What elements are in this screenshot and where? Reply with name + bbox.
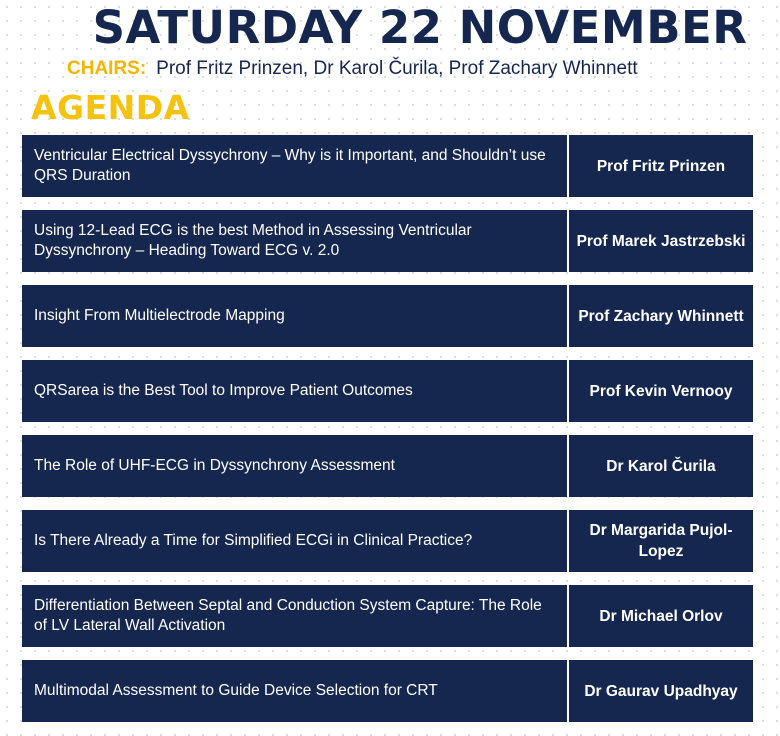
talk-title: The Role of UHF-ECG in Dyssynchrony Assessment [22,435,569,497]
agenda-row [22,585,753,647]
agenda-row [22,285,753,347]
speaker-name: Prof Zachary Whinnett [578,307,744,325]
talk-title: Differentiation Between Septal and Conduction System Capture: The Role of LV Lateral Wall Activation [22,585,569,647]
speaker-name: Dr Karol Čurila [606,457,716,475]
speaker-name: Dr Michael Orlov [599,607,723,625]
agenda-row [22,510,753,572]
speaker-name: Prof Marek Jastrzebski [576,232,746,250]
chairs-label: CHAIRS: [67,58,147,79]
talk-title: Ventricular Electrical Dyssychrony – Why is it Important, and Shouldn’t use QRS Duration [22,135,569,197]
speaker-name: Dr Margarida Pujol-Lopez [589,522,733,560]
speaker-name: Prof Kevin Vernooy [589,382,733,400]
agenda-row [22,210,753,272]
agenda-row [22,135,753,197]
talk-title: Multimodal Assessment to Guide Device Selection for CRT [22,660,569,722]
chairs-names: Prof Fritz Prinzen, Dr Karol Čurila, Prof Zachary Whinnett [156,58,638,79]
agenda-heading: AGENDA [31,88,190,127]
page-title: SATURDAY 22 NOVEMBER [92,1,748,54]
agenda-row [22,435,753,497]
talk-title: Using 12-Lead ECG is the best Method in Assessing Ventricular Dyssynchrony – Heading Toward ECG v. 2.0 [22,210,569,272]
talk-title: QRSarea is the Best Tool to Improve Patient Outcomes [22,360,569,422]
talk-title: Insight From Multielectrode Mapping [22,285,569,347]
speaker-name: Dr Gaurav Upadhyay [584,682,738,700]
talk-title: Is There Already a Time for Simplified ECGi in Clinical Practice? [22,510,569,572]
agenda-row [22,660,753,722]
speaker-name: Prof Fritz Prinzen [596,157,726,175]
chairs-line [67,58,638,80]
agenda-table [22,135,753,735]
agenda-row [22,360,753,422]
